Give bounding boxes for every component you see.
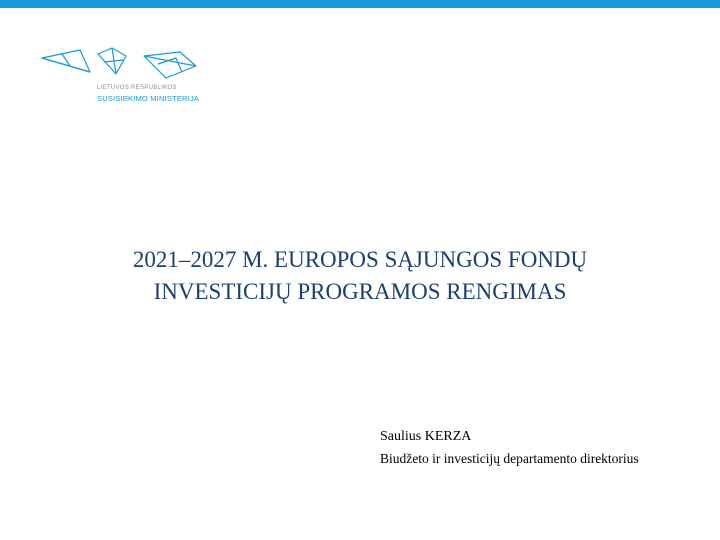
presenter-role: Biudžeto ir investicijų departamento direktorius (380, 451, 639, 466)
slide-title (40, 244, 680, 308)
org-name-line1: LIETUVOS RESPUBLIKOS (97, 85, 177, 91)
top-accent-bar (0, 0, 720, 8)
title-line-2: INVESTICIJŲ PROGRAMOS RENGIMAS (153, 279, 567, 304)
ministry-logo (40, 44, 210, 108)
title-line-1: 2021–2027 M. EUROPOS SĄJUNGOS FONDŲ (132, 247, 588, 272)
paper-planes-logo-icon (40, 44, 210, 84)
presenter-name: Saulius KERZA (380, 429, 472, 444)
presenter-block (380, 426, 700, 470)
org-name-line2: SUSISIEKIMO MINISTERIJA (97, 94, 200, 103)
